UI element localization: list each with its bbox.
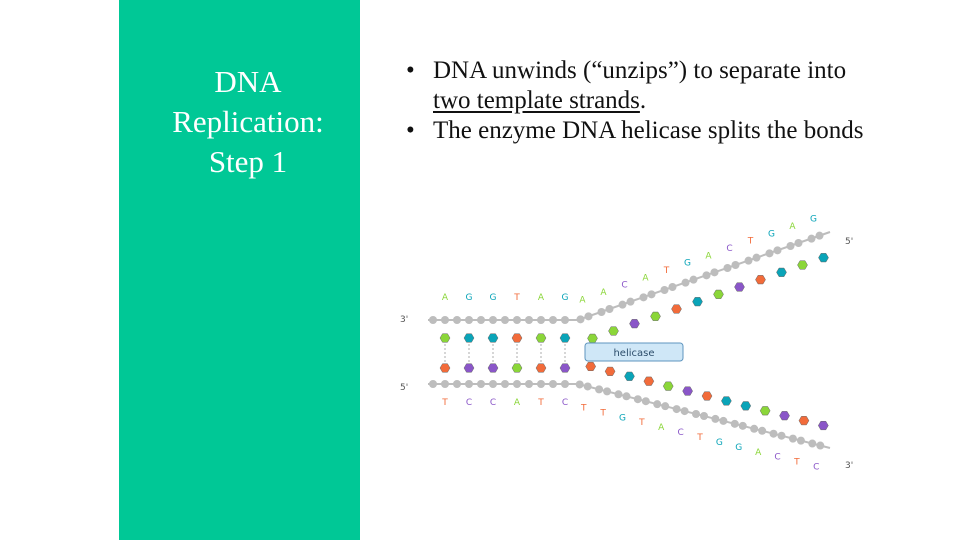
backbone-node	[561, 316, 569, 324]
base-letter: C	[677, 428, 684, 439]
backbone-node	[789, 435, 797, 443]
backbone-node	[739, 422, 747, 430]
base-C	[683, 387, 693, 396]
base-letter: T	[794, 457, 800, 468]
backbone-node	[816, 442, 824, 450]
backbone-node	[770, 430, 778, 438]
backbone-node	[711, 415, 719, 423]
title-line-1: DNA	[214, 64, 282, 99]
label-top-right-end: 5'	[845, 237, 854, 247]
helicase-enzyme	[585, 343, 683, 361]
base-G	[464, 334, 474, 343]
backbone-node	[441, 316, 449, 324]
backbone-node	[537, 316, 545, 324]
base-G	[624, 372, 634, 381]
backbone-node	[640, 293, 648, 301]
backbone-node	[719, 417, 727, 425]
base-letter: T	[580, 403, 587, 414]
sugar-phosphate-backbones	[428, 232, 830, 448]
backbone-node	[787, 242, 795, 250]
backbone-node	[525, 316, 533, 324]
base-A	[512, 364, 522, 373]
label-bottom-right-end: 3'	[845, 461, 854, 471]
base-letter: A	[513, 398, 521, 408]
bullet-1-underlined: two template strands	[433, 87, 640, 114]
backbone-node	[598, 308, 606, 316]
backbone-node	[561, 380, 569, 388]
backbone-node	[453, 380, 461, 388]
backbone-node	[477, 380, 485, 388]
base-C	[735, 283, 745, 292]
base-T	[512, 334, 522, 343]
base-A	[760, 406, 770, 415]
backbone-node	[619, 301, 627, 309]
base-A	[440, 334, 450, 343]
base-letter: A	[658, 423, 665, 434]
base-letter: A	[441, 293, 449, 303]
backbone-node	[808, 235, 816, 243]
base-letter: T	[538, 398, 544, 408]
base-letter: A	[537, 293, 545, 303]
backbone-node	[513, 316, 521, 324]
backbone-node	[750, 425, 758, 433]
base-T	[536, 364, 546, 373]
base-T	[672, 305, 682, 314]
backbone-nodes	[429, 232, 824, 450]
backbone-node	[627, 298, 635, 306]
backbone-node	[724, 264, 732, 272]
base-letter: C	[465, 398, 473, 408]
base-letter: T	[442, 398, 448, 408]
bullet-item-2	[395, 116, 875, 146]
slide-title	[119, 62, 377, 182]
backbone-node	[682, 279, 690, 287]
backbone-node	[661, 402, 669, 410]
backbone-node	[585, 312, 593, 320]
backbone-node	[766, 249, 774, 257]
backbone-node	[603, 387, 611, 395]
backbone-node	[758, 427, 766, 435]
backbone-node	[795, 239, 803, 247]
base-letter: G	[465, 293, 473, 303]
backbone-node	[642, 397, 650, 405]
backbone-node	[606, 305, 614, 313]
base-letter: T	[600, 408, 606, 419]
bullet-1-text: DNA unwinds (“unzips”) to separate into	[433, 57, 847, 84]
base-letter: A	[789, 222, 796, 232]
base-letter: A	[755, 447, 762, 458]
backbone-node	[429, 316, 437, 324]
base-letter: T	[697, 433, 703, 443]
backbone-node	[731, 420, 739, 428]
backbone-node	[692, 410, 700, 418]
base-C	[488, 364, 498, 373]
base-letter: A	[600, 288, 607, 298]
backbone-node	[584, 382, 592, 390]
backbone-node	[537, 380, 545, 388]
base-T	[644, 377, 654, 386]
base-G	[488, 334, 498, 343]
base-G	[819, 253, 829, 262]
base-C	[560, 364, 570, 373]
base-letter: A	[642, 273, 649, 284]
backbone-node	[549, 380, 557, 388]
base-A	[609, 327, 619, 336]
backbone-node	[732, 261, 740, 269]
backbone-node	[501, 316, 509, 324]
backbone-node	[703, 271, 711, 279]
backbone-node	[661, 286, 669, 294]
base-letter: C	[813, 462, 820, 473]
base-T	[756, 275, 766, 284]
base-letter: G	[715, 437, 723, 448]
title-line-3: Step 1	[208, 144, 288, 179]
label-top-left-end: 3'	[400, 315, 409, 325]
base-letter: T	[663, 266, 670, 276]
backbone-node	[648, 290, 656, 298]
backbone-node	[465, 316, 473, 324]
base-letter: T	[747, 236, 754, 247]
backbone-node	[513, 380, 521, 388]
base-A	[798, 261, 808, 270]
base-T	[440, 364, 450, 373]
backbone-node	[525, 380, 533, 388]
backbone-node	[653, 400, 661, 408]
base-letter: C	[621, 280, 628, 291]
backbone-node	[465, 380, 473, 388]
base-letter: A	[705, 251, 712, 262]
base-letter: T	[639, 418, 645, 429]
backbone-node	[797, 437, 805, 445]
backbone-node	[501, 380, 509, 388]
backbone-node	[614, 390, 622, 398]
backbone-node	[681, 407, 689, 415]
base-T	[605, 367, 615, 376]
bullet-list	[395, 56, 875, 146]
base-A	[651, 312, 661, 321]
base-letter: G	[489, 293, 497, 303]
base-letter: G	[684, 258, 691, 269]
backbone-node	[690, 276, 698, 284]
backbone-node	[700, 412, 708, 420]
base-letter: G	[735, 442, 743, 453]
backbone-node	[477, 316, 485, 324]
nucleotide-bases	[440, 253, 829, 429]
backbone-node	[453, 316, 461, 324]
backbone-node	[441, 380, 449, 388]
backbone-node	[711, 268, 719, 276]
base-letter: C	[489, 398, 497, 408]
base-C	[818, 421, 828, 430]
backbone-node	[576, 380, 584, 388]
bullet-2-text: The enzyme DNA helicase splits the bonds	[433, 117, 864, 144]
base-letter: C	[726, 244, 733, 254]
base-letter: G	[810, 215, 817, 225]
backbone-node	[622, 392, 630, 400]
helicase-label: helicase	[613, 348, 655, 359]
base-letter: A	[579, 295, 586, 306]
backbone-node	[549, 316, 557, 324]
backbone-node	[669, 283, 677, 291]
base-A	[663, 382, 673, 391]
base-T	[586, 362, 596, 371]
base-letter: G	[768, 229, 775, 240]
backbone-node	[816, 232, 824, 240]
label-bottom-left-end: 5'	[400, 383, 409, 393]
bullet-1-end: .	[639, 87, 647, 114]
base-letter: C	[774, 452, 781, 463]
base-letter: T	[514, 293, 520, 303]
backbone-node	[745, 257, 753, 265]
base-C	[780, 411, 790, 420]
base-G	[721, 397, 731, 406]
dna-replication-diagram	[395, 215, 865, 485]
title-line-2: Replication:	[172, 104, 324, 139]
backbone-node	[673, 405, 681, 413]
base-letter: G	[561, 293, 569, 303]
base-G	[693, 297, 703, 306]
base-A	[536, 334, 546, 343]
base-G	[777, 268, 787, 277]
backbone-node	[577, 315, 585, 323]
backbone-node	[595, 385, 603, 393]
backbone-node	[774, 246, 782, 254]
bullet-item-1	[395, 56, 875, 116]
backbone-node	[808, 440, 816, 448]
base-C	[464, 364, 474, 373]
backbone-node	[634, 395, 642, 403]
base-G	[560, 334, 570, 343]
base-A	[714, 290, 724, 299]
base-letter: C	[561, 398, 569, 408]
base-letter: G	[618, 413, 626, 424]
base-G	[741, 402, 751, 411]
backbone-node	[778, 432, 786, 440]
base-A	[588, 334, 598, 343]
backbone-node	[753, 254, 761, 262]
base-T	[799, 416, 809, 425]
backbone-node	[429, 380, 437, 388]
backbone-node	[489, 316, 497, 324]
backbone-node	[489, 380, 497, 388]
base-C	[630, 319, 640, 328]
base-T	[702, 392, 712, 401]
